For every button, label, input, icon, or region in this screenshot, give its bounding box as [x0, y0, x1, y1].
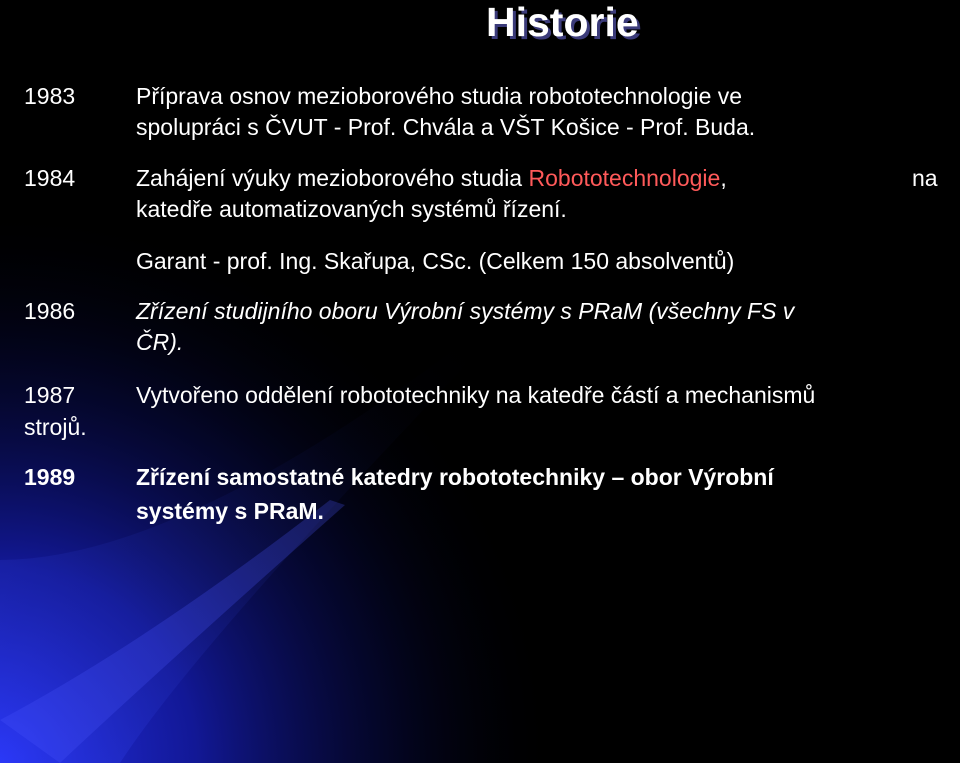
year-1986: 1986 — [24, 298, 76, 324]
entry-1983-line-2: spolupráci s ČVUT - Prof. Chvála a VŠT Košice - Prof. Buda. — [136, 114, 756, 140]
entry-1989-line-2: systémy s PRaM. — [136, 498, 324, 524]
entry-1989-line-1: Zřízení samostatné katedry robototechniky – obor Výrobní — [136, 464, 774, 490]
entry-1984-comma: , — [720, 165, 727, 191]
entry-1987-line-2: strojů. — [24, 414, 87, 440]
entry-1986-line-1: Zřízení studijního oboru Výrobní systémy s PRaM (všechny FS v — [136, 298, 795, 324]
entry-1987-line-1: Vytvořeno oddělení robototechniky na katedře částí a mechanismů — [136, 382, 816, 408]
entry-1984-line-1 — [136, 164, 727, 192]
robototechnologie-highlight: Robototechnologie — [528, 165, 721, 191]
entry-1984-text: Zahájení výuky mezioborového studia — [136, 165, 529, 191]
entry-1983-line-1: Příprava osnov mezioborového studia robototechnologie ve — [136, 83, 743, 109]
entry-1984-line-2: katedře automatizovaných systémů řízení. — [136, 196, 567, 222]
year-1987: 1987 — [24, 382, 76, 408]
entry-1984-tail: na — [912, 165, 938, 191]
entry-1984-line-3: Garant - prof. Ing. Skařupa, CSc. (Celkem 150 absolventů) — [136, 248, 735, 274]
slide-title: Historie — [486, 0, 639, 45]
entry-1986-line-2: ČR). — [136, 329, 184, 355]
year-1984: 1984 — [24, 165, 76, 191]
year-1989: 1989 — [24, 464, 76, 490]
year-1983: 1983 — [24, 83, 76, 109]
